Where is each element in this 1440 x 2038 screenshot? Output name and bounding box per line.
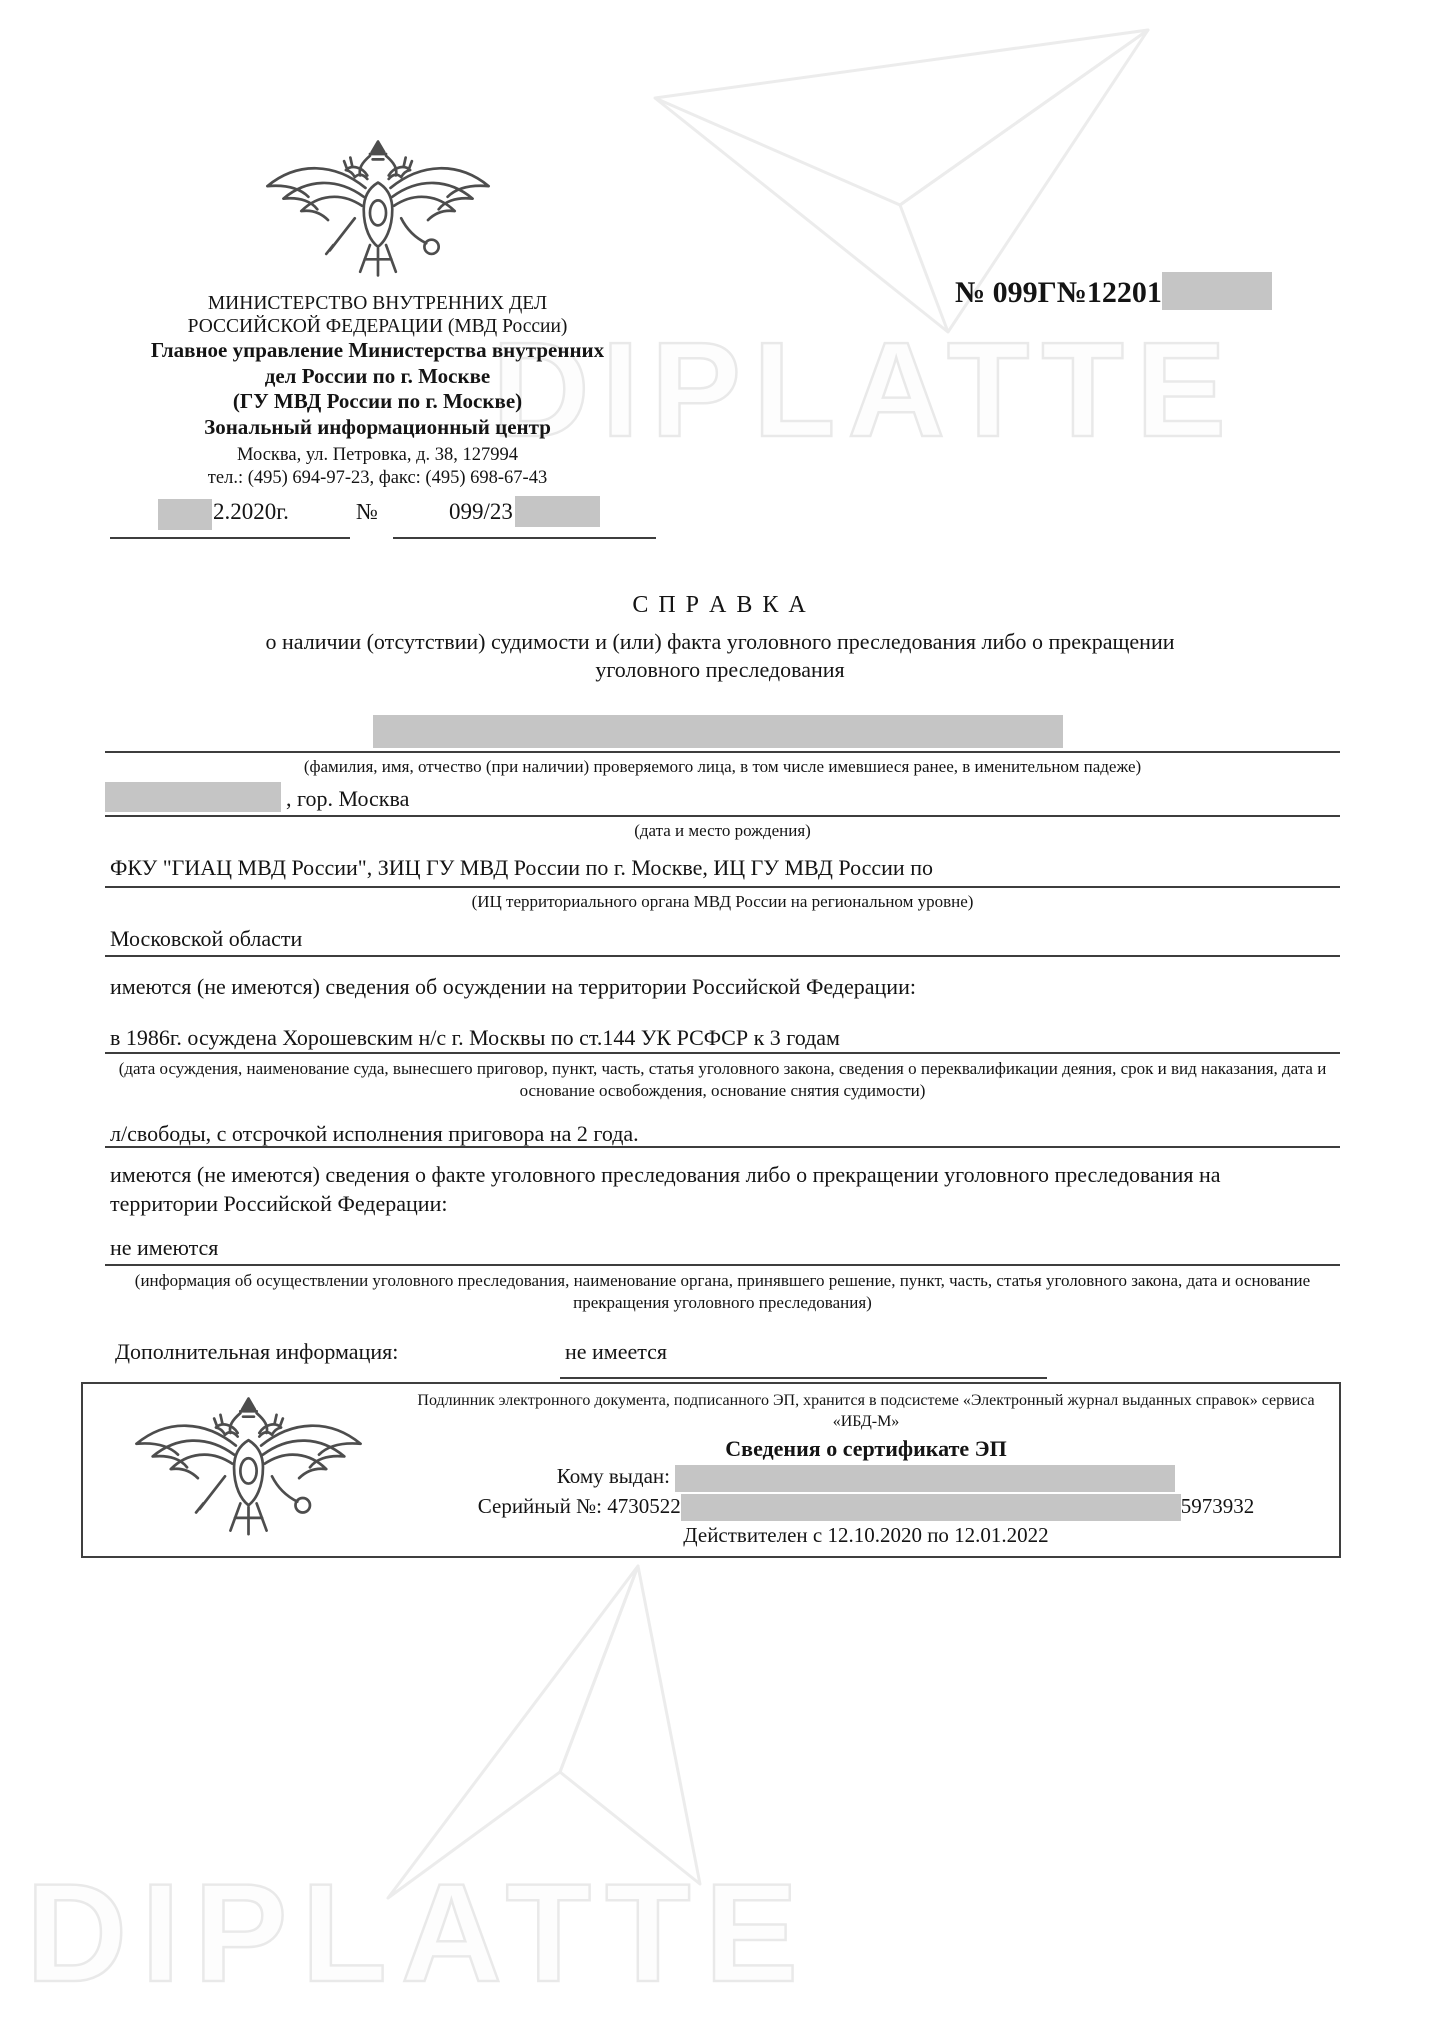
conviction-field-caption: (дата осуждения, наименование суда, вынесшего приговор, пункт, часть, статья уголовного закона, сведения о переквалификации деяния, срок и вид наказания, дата и основание освобождения, основание снятия судимости) — [118, 1059, 1327, 1101]
form-rule — [105, 1146, 1340, 1148]
prosecution-value: не имеются — [110, 1235, 219, 1260]
form-rule — [105, 955, 1340, 957]
registry-value-line1: ФКУ "ГИАЦ МВД России", ЗИЦ ГУ МВД России по г. Москве, ИЦ ГУ МВД России по — [110, 855, 933, 880]
redaction-box — [158, 499, 212, 530]
diplatte-watermark-bottom: DIPLATTE — [26, 1854, 813, 2011]
redaction-box-birthdate — [105, 782, 281, 812]
issuer-line-5: (ГУ МВД России по г. Москве) — [232, 389, 523, 414]
additional-info-label: Дополнительная информация: — [115, 1339, 399, 1364]
reference-number-partial: 099/23 — [449, 499, 513, 524]
issuer-line-4: дел России по г. Москве — [264, 363, 491, 388]
birth-field-caption: (дата и место рождения) — [634, 821, 811, 840]
additional-info-value: не имеется — [560, 1338, 1047, 1379]
issuer-header-block — [115, 136, 640, 489]
certificate-storage-note: Подлинник электронного документа, подписанного ЭП, хранится в подсистеме «Электронный журнал выданных справок» сервиса «ИБД-М» — [417, 1392, 1315, 1430]
certificate-serial-label: Серийный №: — [477, 1493, 603, 1518]
page-subtitle: о наличии (отсутствии) судимости и (или) факта уголовного преследования либо о прекращении уголовного преследования — [265, 629, 1175, 683]
issuer-address: Москва, ул. Петровка, д. 38, 127994 — [237, 445, 518, 466]
form-rule — [105, 815, 1340, 817]
conviction-value-line2: л/свободы, с отсрочкой исполнения приговора на 2 года. — [110, 1121, 639, 1146]
form-rule — [105, 751, 1340, 753]
document-number-block — [955, 272, 1272, 310]
certificate-text-column — [413, 1384, 1339, 1556]
issuer-line-2: РОССИЙСКОЙ ФЕДЕРАЦИИ (МВД России) — [187, 316, 568, 337]
redaction-box-issued-to — [675, 1465, 1175, 1492]
certificate-validity: Действителен с 12.10.2020 по 12.01.2022 — [683, 1523, 1049, 1548]
reference-number-label: № — [356, 499, 378, 524]
conviction-value-line1: в 1986г. осуждена Хорошевским н/с г. Москвы по ст.144 УК РСФСР к 3 годам — [110, 1025, 840, 1050]
redaction-box — [515, 496, 600, 527]
conviction-label: имеются (не имеются) сведения об осуждении на территории Российской Федерации: — [110, 974, 916, 999]
issue-date-partial: 2.2020г. — [213, 499, 289, 524]
issuer-phone-fax: тел.: (495) 694-97-23, факс: (495) 698-67-43 — [207, 467, 548, 488]
page-title: С П Р А В К А — [632, 592, 808, 618]
document-number: № 099Г№12201 — [955, 276, 1162, 309]
certificate-emblem-column — [83, 1384, 413, 1556]
certificate-heading: Сведения о сертификате ЭП — [725, 1435, 1007, 1461]
date-underline — [110, 537, 350, 539]
registry-value-line2: Московской области — [110, 926, 303, 951]
signature-certificate-box — [81, 1382, 1341, 1558]
certificate-serial-prefix: 4730522 — [607, 1493, 681, 1518]
registry-field-caption: (ИЦ территориального органа МВД России на региональном уровне) — [471, 892, 974, 911]
form-body — [105, 712, 1340, 1422]
issuer-line-1: МИНИСТЕРСТВО ВНУТРЕННИХ ДЕЛ — [207, 293, 548, 314]
prosecution-label: имеются (не имеются) сведения о факте уголовного преследования либо о прекращении уголовного преследования на территории Российской Федерации: — [110, 1162, 1221, 1216]
redaction-box — [1162, 272, 1272, 310]
redaction-box-name — [373, 715, 1063, 748]
certificate-issued-to-label: Кому выдан: — [556, 1463, 670, 1488]
prosecution-field-caption: (информация об осуществлении уголовного преследования, наименование органа, принявшего решение, пункт, часть, статья уголовного закона, дата и основание прекращения уголовного преследования) — [134, 1271, 1311, 1313]
mvd-eagle-emblem-icon — [131, 1393, 366, 1547]
paper-plane-icon-bottom-left — [388, 1566, 700, 1898]
certificate-serial-suffix: 5973932 — [1180, 1493, 1255, 1518]
birth-place-value: , гор. Москва — [286, 786, 410, 811]
issuer-line-3: Главное управление Министерства внутренних — [150, 338, 605, 362]
form-rule — [105, 886, 1340, 888]
name-field-caption: (фамилия, имя, отчество (при наличии) проверяемого лица, в том числе имевшиеся ранее, в именительном падеже) — [303, 757, 1142, 776]
reference-underline — [393, 537, 656, 539]
issuer-line-6: Зональный информационный центр — [204, 414, 551, 439]
form-rule — [105, 1052, 1340, 1054]
mvd-eagle-emblem-icon — [262, 136, 494, 288]
form-rule — [105, 1264, 1340, 1266]
diplatte-watermark-top: DIPLATTE — [492, 314, 1238, 465]
redaction-box-serial — [681, 1494, 1181, 1521]
